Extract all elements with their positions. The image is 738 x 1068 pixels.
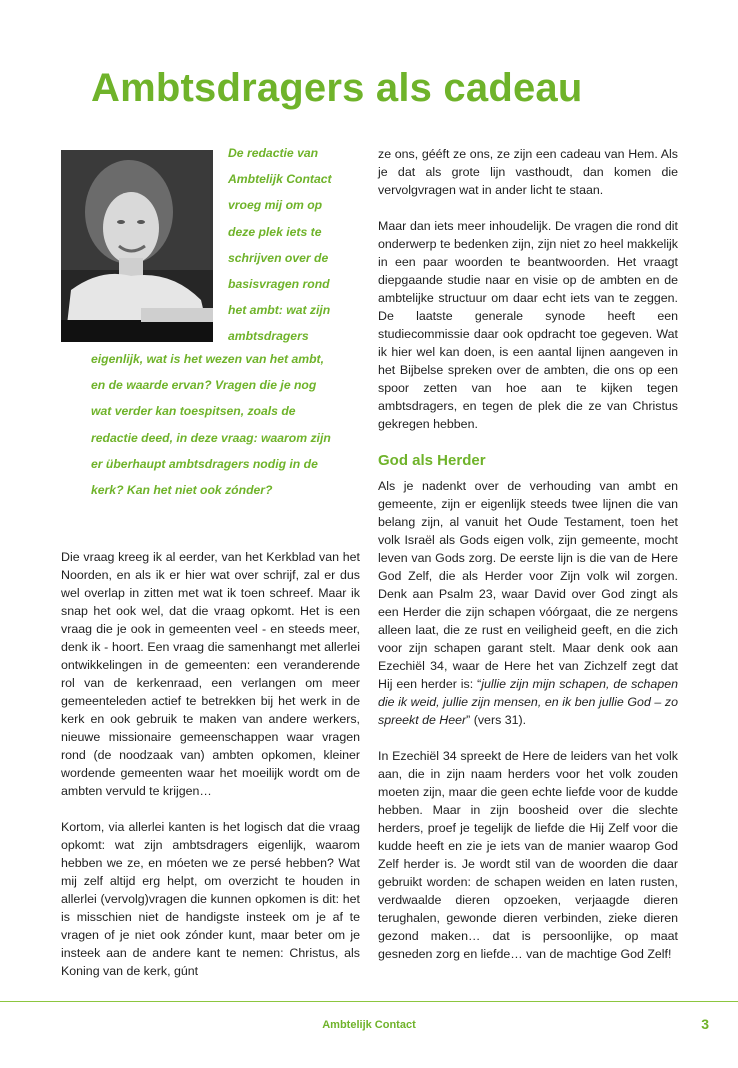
intro-line: redactie deed, in deze vraag: waarom zijn [91, 430, 331, 445]
intro-line: er überhaupt ambtsdragers nodig in de [91, 456, 318, 471]
paragraph: Die vraag kreeg ik al eerder, van het Kerkblad van het Noorden, en als ik er hier wat over schrijf, zal er dus wel overlap in zitten met wat ik toen schreef. Maar ik snap het ook wel, dat die vraag opkomt. Het is een vraag die je ook in gemeenten veel - en steeds meer, denk ik - hoort. Een vraag die samenhangt met allerlei ontwikkelingen in de gemeenten: een veranderende rol van de kerkenraad, een verlangen om meer gemeenteleden actief te betrekken bij het werk in de kerk en ook gebruik te maken van andere werkers, nieuwe missionaire gemeenschappen waar vragen rond (de noodzaak van) ambten opkomen, kleiner wordende gemeenten waar het moeilijk wordt om de ambten vervuld te krijgen… [61, 550, 360, 798]
page-number: 3 [701, 1016, 709, 1032]
body-column-right [378, 145, 678, 981]
intro-line: De redactie van [228, 146, 319, 160]
footer-publication: Ambtelijk Contact [322, 1019, 416, 1031]
paragraph: ze ons, gééft ze ons, ze zijn een cadeau van Hem. Als je dat als grote lijn vasthoudt, dan komen die vervolgvragen wat in ander licht te staan. [378, 147, 678, 197]
intro-line: kerk? Kan het niet ook zónder? [91, 483, 273, 498]
scripture-quote: jullie zijn mijn schapen, de schapen die ik weid, jullie zijn mensen, en ik ben jullie God – zo spreekt de Heer [378, 677, 679, 727]
section-heading: God als Herder [378, 452, 486, 469]
author-photo [61, 150, 213, 342]
intro-line: en de waarde ervan? Vragen die je nog [91, 378, 317, 393]
paragraph [378, 477, 678, 729]
paragraph: Maar dan iets meer inhoudelijk. De vragen die rond dit onderwerp te bedenken zijn, zijn niet zo heel makkelijk in een paar woorden te beantwoorden. Het vraagt diepgaande studie naar en visie op de ambten en de ambtelijke structuur om daar echt iets van te zeggen. De laatste generale synode heeft een studiecommissie daar ook opdracht toe gegeven. Wat ik hier wel kan doen, is een aantal lijnen aangeven in het Bijbelse spreken over de ambten, die ons op een spoor zetten van hoe aan te kijken tegen ambtsdragers, en tegen de plek die ze van Christus gekregen hebben. [378, 219, 678, 431]
paragraph: Kortom, via allerlei kanten is het logisch dat die vraag opkomt: wat zijn ambtsdragers eigenlijk, waarom hebben we ze, en móeten we ze persé hebben? Wat mij zelf altijd erg helpt, om overzicht te houden in allerlei (vervolg)vragen die kunnen opkomen is dit: het is misschien niet de handigste insteek om je af te vragen of je niet ook zónder kunt, maar beter om je insteek aan de andere kant te nemen: Christus, als Koning van de kerk, gúnt [61, 820, 360, 978]
paragraph-text: Als je nadenkt over de verhouding van ambt en gemeente, zijn er eigenlijk steeds twee lijnen die van belang zijn, al vanuit het Oude Testament, toen het volk Israël als Gods eigen volk, zijn gemeente, mocht leven van Gods zorg. De eerste lijn is die van de Here God Zelf, die als Herder voor Zijn volk wil zorgen. Denk aan Psalm 23, waar David over God zingt als een Herder die zijn schapen vóórgaat, die ze nergens alleen laat, die ze rust en veiligheid geeft, en die zich voor zijn schapen garant stelt. Maar denk ook aan Ezechiël 34, waar de Here het van Zichzelf zegt dat Hij een herder is: “ [378, 479, 678, 691]
page-title: Ambtsdragers als cadeau [91, 66, 583, 110]
intro-line: eigenlijk, wat is het wezen van het ambt, [91, 352, 324, 366]
intro-line: wat verder kan toespitsen, zoals de [91, 404, 296, 419]
intro-line: schrijven over de [228, 250, 329, 265]
intro-line: deze plek iets te [228, 224, 322, 239]
intro-line: basisvragen rond [228, 277, 330, 292]
intro-text-right [228, 140, 358, 350]
paragraph: In Ezechiël 34 spreekt de Here de leiders van het volk aan, die in zijn naam herders voor het volk zouden moeten zijn, maar die geen echte liefde voor de kudde hebben. Maar in zijn boosheid over die slechte herders, proef je tegelijk de liefde die Hij Zelf voor die kudde heeft en zie je iets van de manier waarop God Zelf herder is. Je wordt stil van de woorden die daar gebruikt worden: de schapen weiden en laten rusten, verdwaalde dieren opzoeken, verjaagde dieren terughalen, gewonde dieren verbinden, zieke dieren gezond maken… dat is persoonlijke, op maat gesneden zorg en liefde… van de machtige God Zelf! [378, 749, 678, 961]
intro-line: vroeg mij om op [228, 198, 323, 213]
portrait-image [61, 150, 213, 342]
body-column-left [61, 548, 360, 998]
paragraph-text: ” (vers 31). [466, 713, 527, 727]
intro-line: het ambt: wat zijn [228, 303, 331, 318]
footer-divider [0, 1001, 738, 1002]
intro-line: Ambtelijk Contact [228, 172, 332, 187]
intro-text-full [91, 346, 361, 503]
intro-line: ambtsdragers [228, 329, 309, 344]
